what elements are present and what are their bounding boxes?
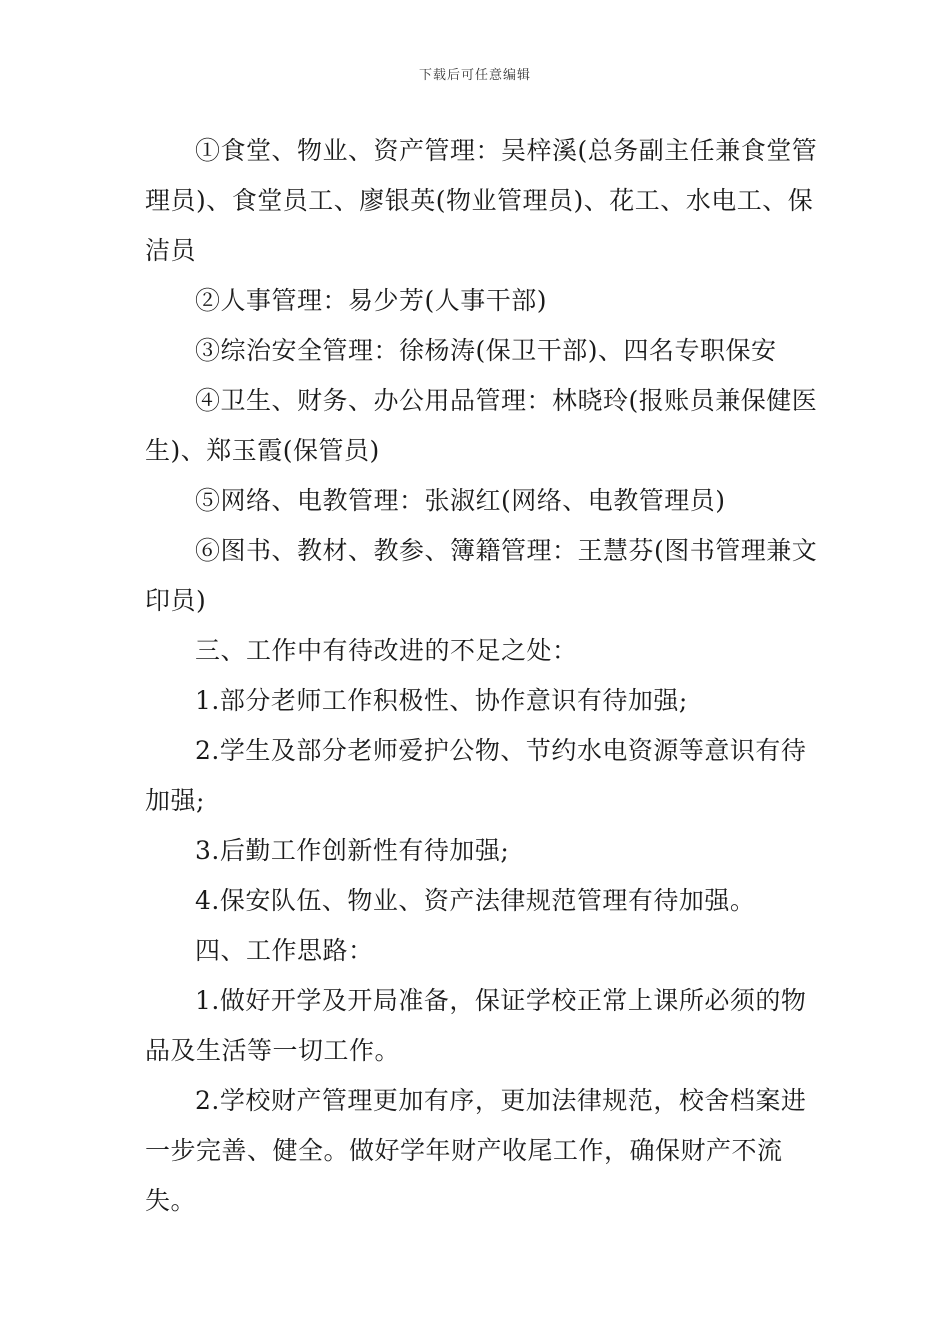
list-item-plan-1: 1.做好开学及开局准备，保证学校正常上课所必须的物品及生活等一切工作。 xyxy=(145,986,807,1065)
paragraph-security: ③综治安全管理：徐杨涛(保卫干部)、四名专职保安 xyxy=(195,336,777,365)
paragraph-library: ⑥图书、教材、教参、簿籍管理：王慧芬(图书管理兼文印员) xyxy=(145,536,818,615)
page-header: 下载后可任意编辑 xyxy=(418,68,531,83)
list-item-plan-2: 2.学校财产管理更加有序，更加法律规范，校舍档案进一步完善、健全。做好学年财产收尾工作，确保财产不流失。 xyxy=(145,1086,807,1215)
section-heading-work-plan: 四、工作思路： xyxy=(195,936,374,965)
section-heading-shortcomings: 三、工作中有待改进的不足之处： xyxy=(195,636,578,665)
document-body xyxy=(145,126,825,1226)
list-item-shortcoming-2: 2.学生及部分老师爱护公物、节约水电资源等意识有待加强; xyxy=(145,736,807,815)
paragraph-personnel: ②人事管理：易少芳(人事干部) xyxy=(195,286,548,315)
paragraph-health-finance: ④卫生、财务、办公用品管理：林晓玲(报账员兼保健医生)、郑玉霞(保管员) xyxy=(145,386,818,465)
list-item-shortcoming-3: 3.后勤工作创新性有待加强; xyxy=(195,836,510,865)
paragraph-canteen-property: ①食堂、物业、资产管理：吴梓溪(总务副主任兼食堂管理员)、食堂员工、廖银英(物业管理员)、花工、水电工、保洁员 xyxy=(145,136,818,265)
list-item-shortcoming-1: 1.部分老师工作积极性、协作意识有待加强; xyxy=(195,686,688,715)
paragraph-network: ⑤网络、电教管理：张淑红(网络、电教管理员) xyxy=(195,486,726,515)
list-item-shortcoming-4: 4.保安队伍、物业、资产法律规范管理有待加强。 xyxy=(195,886,756,915)
